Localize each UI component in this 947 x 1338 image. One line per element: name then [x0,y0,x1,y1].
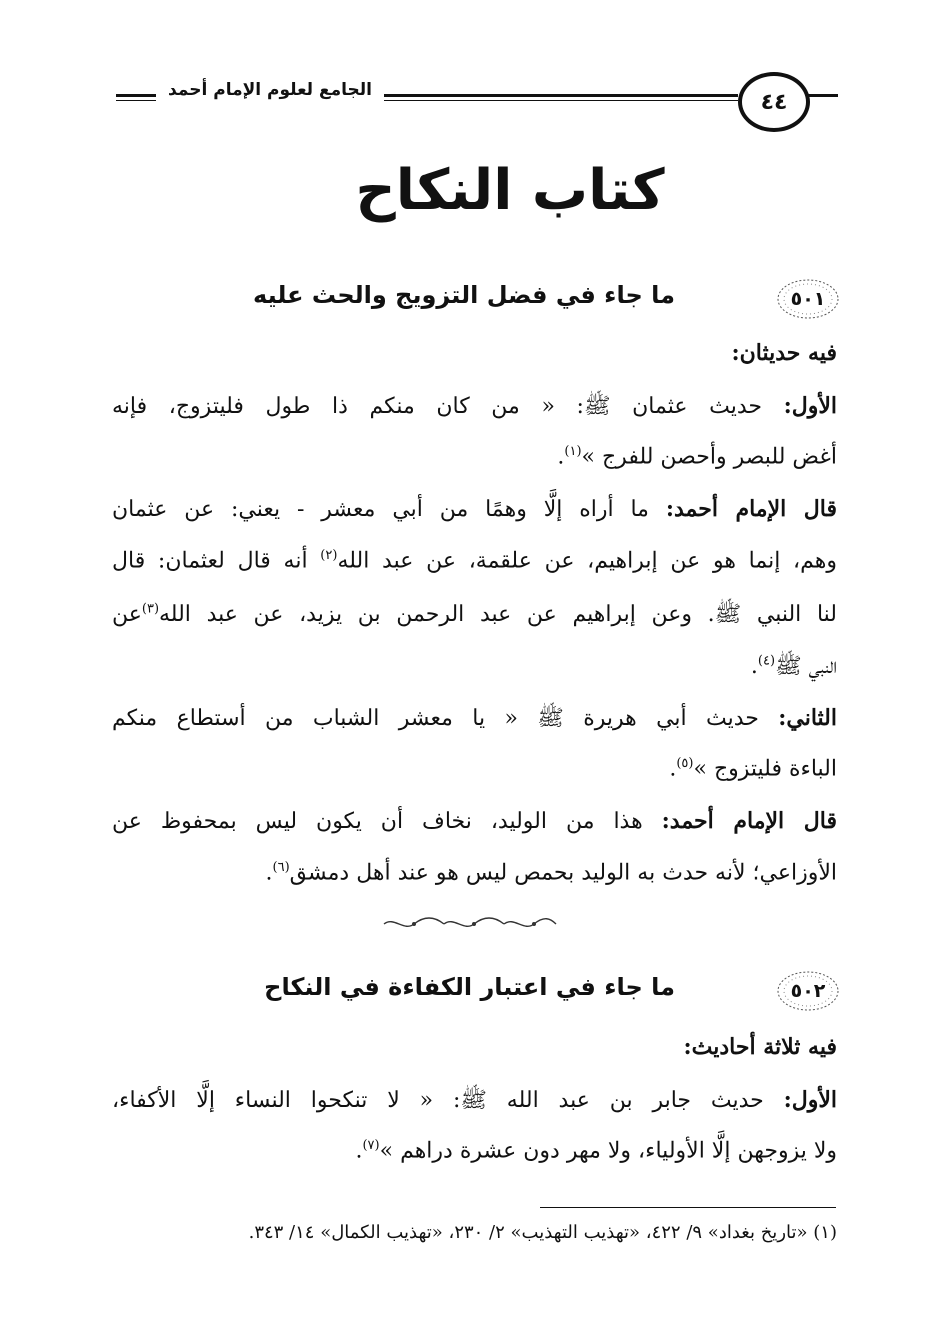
header-rule-middle-thin [384,100,738,101]
paragraph-line [112,704,837,736]
footnote [112,1222,837,1243]
running-title: الجامع لعلوم الإمام أحمد [168,80,372,100]
lead-word: الثاني: [778,705,837,731]
paragraph-line [112,652,837,684]
paragraph-line [112,496,837,522]
text-run: حديث جابر بن عبد الله ﷺ: « لا تنكحوا النساء إلَّا الأكفاء، [112,1088,784,1113]
text-run: ولا يزوجهن إلَّا الأولياء، ولا مهر دون عشرة دراهم » [379,1138,837,1164]
paragraph-line [112,808,837,834]
period: . [355,1138,363,1164]
paragraph-intro: فيه حديثان: [731,340,837,366]
text-run: لنا النبي ﷺ. وعن إبراهيم عن عبد الرحمن بن يزيد، عن عبد الله [159,602,837,627]
page-number-badge [738,72,810,132]
lead-word: قال الإمام أحمد: [665,496,837,522]
footnote-ref: (٥) [676,756,694,771]
footnote-ref: (١) [564,444,582,459]
footnote-ref: (٦) [272,860,290,875]
paragraph-line [112,860,837,885]
text-run: ما أراه إلَّا وهمًا من أبي معشر - يعني: عن عثمان [112,497,666,522]
paragraph-line [112,1138,837,1163]
lead-word: قال الإمام أحمد: [661,808,837,834]
text-run: وهم، إنما هو عن إبراهيم، عن علقمة، عن عبد الله [337,548,838,574]
footnote-text: «تاريخ بغداد» ٩/ ٤٢٢، «تهذيب التهذيب» ٢/ ٢٣٠، «تهذيب الكمال» ١٤/ ٣٤٣. [248,1222,808,1243]
header-rule-right [808,94,838,97]
footnote-ref: (٧) [362,1138,380,1153]
section-number: ٥٠١ [790,288,826,310]
text-run: الأوزاعي؛ لأنه حدث به الوليد بحمص ليس هو عند أهل دمشق [289,860,837,886]
ornament-divider-icon [380,914,560,934]
text-run: عن [112,602,142,627]
lead-word: الأول: [783,1087,837,1113]
lead-word: الأول: [783,393,837,419]
paragraph-line [112,1086,837,1118]
paragraph-intro: فيه ثلاثة أحاديث: [683,1034,837,1060]
text-run: أغض للبصر وأحصن للفرج » [581,444,837,470]
book-title: كتاب النكاح [355,158,665,223]
header-rule-left [116,94,156,97]
footnote-ref: (٢) [320,548,338,563]
text-run: أنه قال لعثمان: قال [112,548,321,574]
header-rule-left-thin [116,100,156,101]
section-number-badge [776,970,840,1012]
text-run: هذا من الوليد، نخاف أن يكون ليس بمحفوظ عن [112,809,662,834]
section-number-badge [776,278,840,320]
footnote-rule [540,1207,836,1208]
header-rule-middle [384,94,738,97]
footnote-marker: (١) [813,1222,837,1243]
paragraph-line [112,600,837,632]
text-run: حديث أبي هريرة ﷺ « يا معشر الشباب من أستطاع منكم [112,706,779,731]
period: . [557,444,565,470]
period: . [750,654,758,679]
paragraph-line [112,392,837,424]
text-run: الباءة فليتزوج » [693,756,837,782]
section-title: ما جاء في فضل التزويج والحث عليه [253,281,675,309]
paragraph-line [112,756,837,781]
footnote-ref: (٣) [141,601,160,617]
paragraph-line [112,548,837,573]
section-title: ما جاء في اعتبار الكفاءة في النكاح [264,973,675,1001]
paragraph-line [112,444,837,469]
page-number: ٤٤ [760,89,788,115]
text-run: حديث عثمان ﷺ: « من كان منكم ذا طول فليتزوج، فإنه [112,394,784,419]
text-run: النبي ﷺ [775,654,837,679]
section-number: ٥٠٢ [790,980,826,1002]
period: . [669,756,677,782]
footnote-ref: (٤) [757,653,776,669]
period: . [265,860,273,886]
